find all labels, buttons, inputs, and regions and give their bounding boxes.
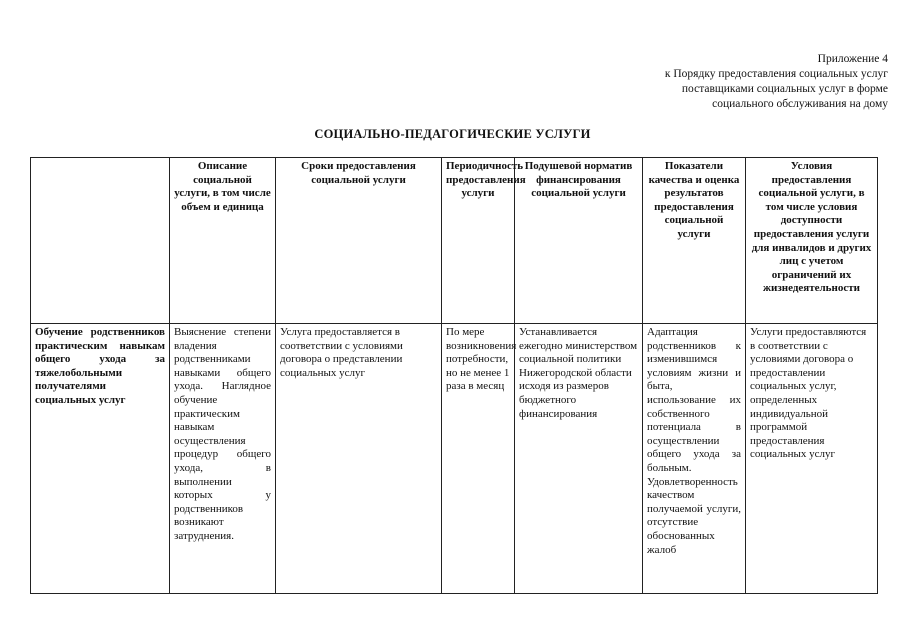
cell-periodicity: По мере возникновения потребности, но не менее 1 раза в месяц: [442, 324, 515, 594]
appendix-line: Приложение 4: [817, 53, 888, 65]
appendix-line: к Порядку предоставления социальных услуг: [664, 68, 888, 80]
cell-conditions: Услуги предоставляются в соответствии с условиями договора о предоставлении социальных услуг, определенных индивидуальной программой предоставления социальных услуг: [746, 324, 878, 594]
header-cell-periodicity: Периодичность предоставления услуги: [442, 158, 515, 324]
header-cell-description: Описание социальной услуги, в том числе объем и единица: [170, 158, 276, 324]
header-cell-quality: Показатели качества и оценка результатов предоставления социальной услуги: [643, 158, 746, 324]
header-cell-financing: Подушевой норматив финансирования социальной услуги: [515, 158, 643, 324]
cell-service-name: Обучение родственников практическим навыкам общего ухода за тяжелобольными получателями социальных услуг: [31, 324, 170, 594]
cell-quality: Адаптация родственников к изменившимся условиям жизни и быта, использование их собственного потенциала в осуществлении общего ухода за больным. Удовлетворенность качеством получаемой услуги, отсутствие обоснованных жалоб: [643, 324, 746, 594]
table-header-row: [31, 158, 878, 324]
header-cell-service: [31, 158, 170, 324]
appendix-line: социального обслуживания на дому: [712, 98, 888, 110]
header-cell-conditions: Условия предоставления социальной услуги, в том числе условия доступности предоставления услуги для инвалидов и других лиц с учетом ограничений их жизнедеятельности: [746, 158, 878, 324]
services-table: [30, 157, 878, 594]
appendix-note: [665, 52, 888, 112]
header-cell-terms: Сроки предоставления социальной услуги: [276, 158, 442, 324]
cell-terms: Услуга предоставляется в соответствии с условиями договора о представлении социальных услуг: [276, 324, 442, 594]
cell-description: Выяснение степени владения родственниками навыками общего ухода. Наглядное обучение практическим навыкам осуществления процедур общего ухода, в выполнении которых у родственников возникают затруднения.: [170, 324, 276, 594]
table-row: [31, 324, 878, 594]
appendix-line: поставщиками социальных услуг в форме: [681, 83, 888, 95]
cell-financing: Устанавливается ежегодно министерством социальной политики Нижегородской области исходя из размеров бюджетного финансирования: [515, 324, 643, 594]
page-title: СОЦИАЛЬНО-ПЕДАГОГИЧЕСКИЕ УСЛУГИ: [314, 127, 591, 141]
